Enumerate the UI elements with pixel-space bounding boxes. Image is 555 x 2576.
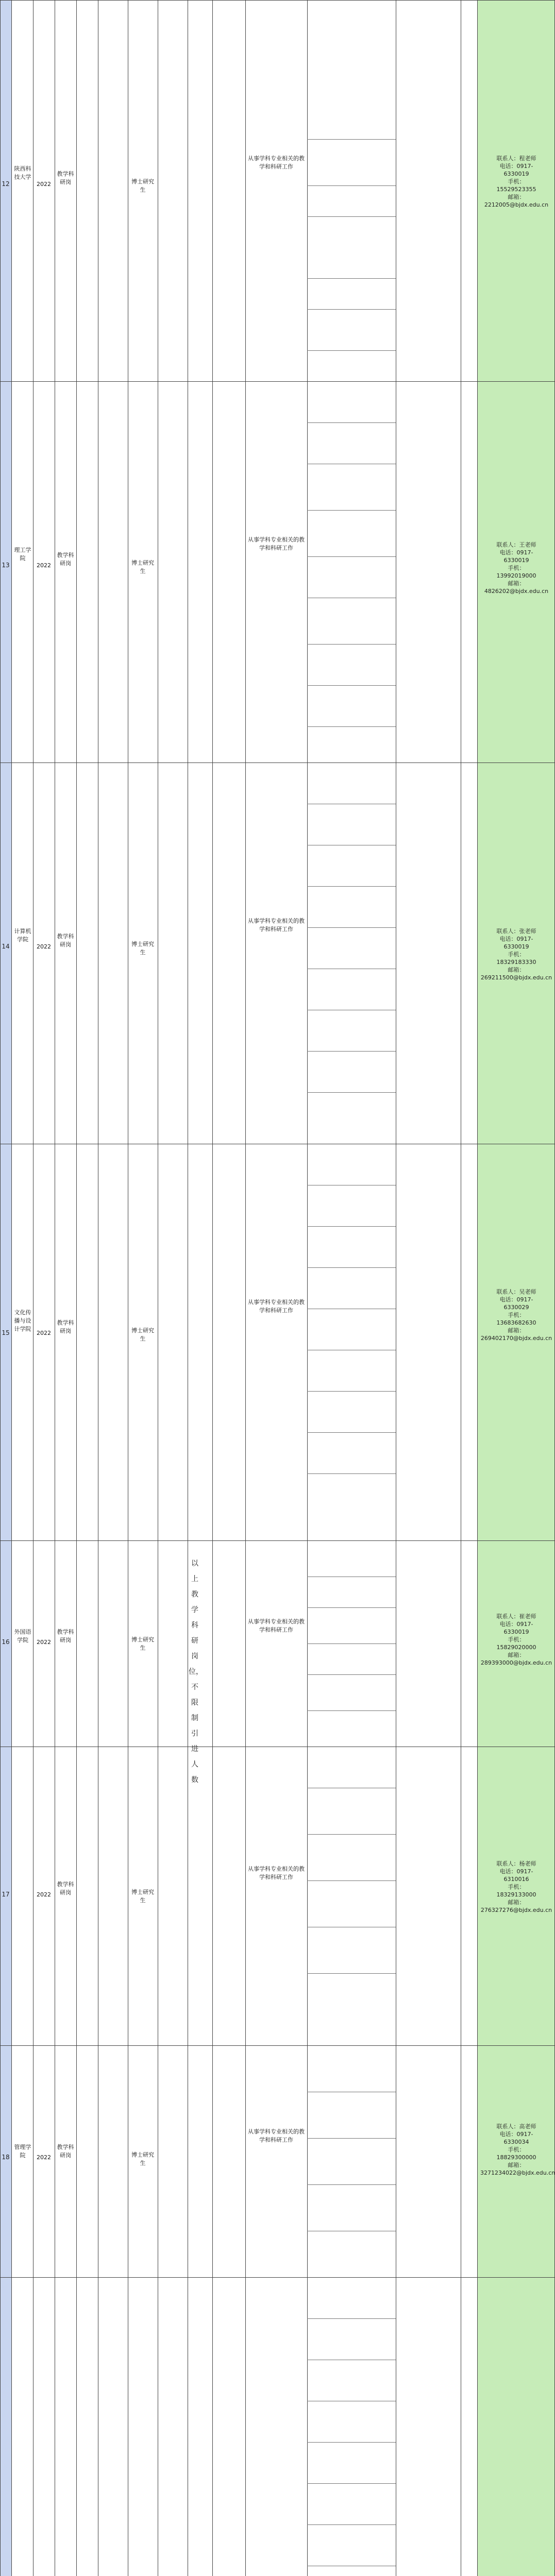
year: 2022	[37, 2154, 51, 2161]
row-number: 15	[2, 1329, 10, 1336]
contact-info: 联系人：王老师 电话：0917- 6330019 手机： 13992019000 邮箱： 4826202@bjdx.edu.cn	[484, 541, 549, 595]
row-number-column	[0, 0, 11, 2576]
post-type: 教学科研岗	[57, 2144, 74, 2159]
education: 博士研究生	[131, 941, 154, 956]
research-area: 从事学科专业相关的教学和科研工作	[248, 2128, 305, 2143]
post-type: 教学科研岗	[57, 552, 74, 567]
year: 2022	[37, 562, 51, 569]
year: 2022	[37, 1330, 51, 1336]
contact-info: 联系人：高老师 电话：0917- 6330034 手机： 18829300000 邮箱： 3271234022@bjdx.edu.cn	[480, 2123, 555, 2176]
education: 博士研究生	[131, 1327, 154, 1342]
year: 2022	[37, 181, 51, 188]
unit-name: 管理学院	[14, 2144, 31, 2159]
education: 博士研究生	[131, 178, 154, 193]
row-number: 16	[2, 1638, 10, 1646]
contact-info: 联系人：吴老师 电话：0917- 6330029 手机： 13683682630 邮箱： 269402170@bjdx.edu.cn	[480, 1289, 552, 1342]
year: 2022	[37, 943, 51, 950]
education: 博士研究生	[131, 2151, 154, 2166]
research-area: 从事学科专业相关的教学和科研工作	[248, 1866, 305, 1880]
contact-info: 联系人：张老师 电话：0917- 6330019 手机： 18329183330 邮箱： 269211500@bjdx.edu.cn	[480, 928, 552, 981]
education: 博士研究生	[131, 560, 154, 574]
year: 2022	[37, 1639, 51, 1646]
education: 博士研究生	[131, 1889, 154, 1904]
vertical-note: 以上教学科研岗位，不限制引进人数	[189, 1560, 203, 1784]
post-type: 教学科研岗	[57, 1319, 74, 1334]
row-number: 13	[2, 562, 10, 569]
row-number: 12	[2, 180, 10, 188]
contact-info: 联系人：崔老师 电话：0917- 6330019 手机： 15829020000 邮箱： 289393000@bjdx.edu.cn	[480, 1613, 552, 1666]
row-number: 14	[2, 943, 10, 950]
post-type: 教学科研岗	[57, 171, 74, 185]
research-area: 从事学科专业相关的教学和科研工作	[248, 155, 305, 170]
unit-name: 外国语学院	[14, 1629, 31, 1643]
unit-name: 理工学院	[14, 547, 31, 562]
contact-info: 联系人：杨老师 电话：0917- 6310016 手机： 18329133000 邮箱： 276327276@bjdx.edu.cn	[480, 1860, 552, 1913]
education: 博士研究生	[131, 1636, 154, 1651]
research-area: 从事学科专业相关的教学和科研工作	[248, 1299, 305, 1314]
row-number: 18	[2, 2154, 10, 2161]
row-number: 17	[2, 1891, 10, 1898]
research-area: 从事学科专业相关的教学和科研工作	[248, 536, 305, 551]
unit-name: 计算机学院	[14, 928, 31, 943]
research-area: 从事学科专业相关的教学和科研工作	[248, 1618, 305, 1633]
unit-name: 陕西科技大学	[14, 165, 31, 180]
research-area: 从事学科专业相关的教学和科研工作	[248, 918, 305, 933]
year: 2022	[37, 1891, 51, 1898]
unit-name: 文化传播与设计学院	[14, 1309, 31, 1332]
contact-info: 联系人：程老师 电话：0917- 6330019 手机： 15529523355 邮箱： 2212005@bjdx.edu.cn	[484, 155, 549, 208]
post-type: 教学科研岗	[57, 933, 74, 948]
post-type: 教学科研岗	[57, 1629, 74, 1643]
post-type: 教学科研岗	[57, 1881, 74, 1896]
